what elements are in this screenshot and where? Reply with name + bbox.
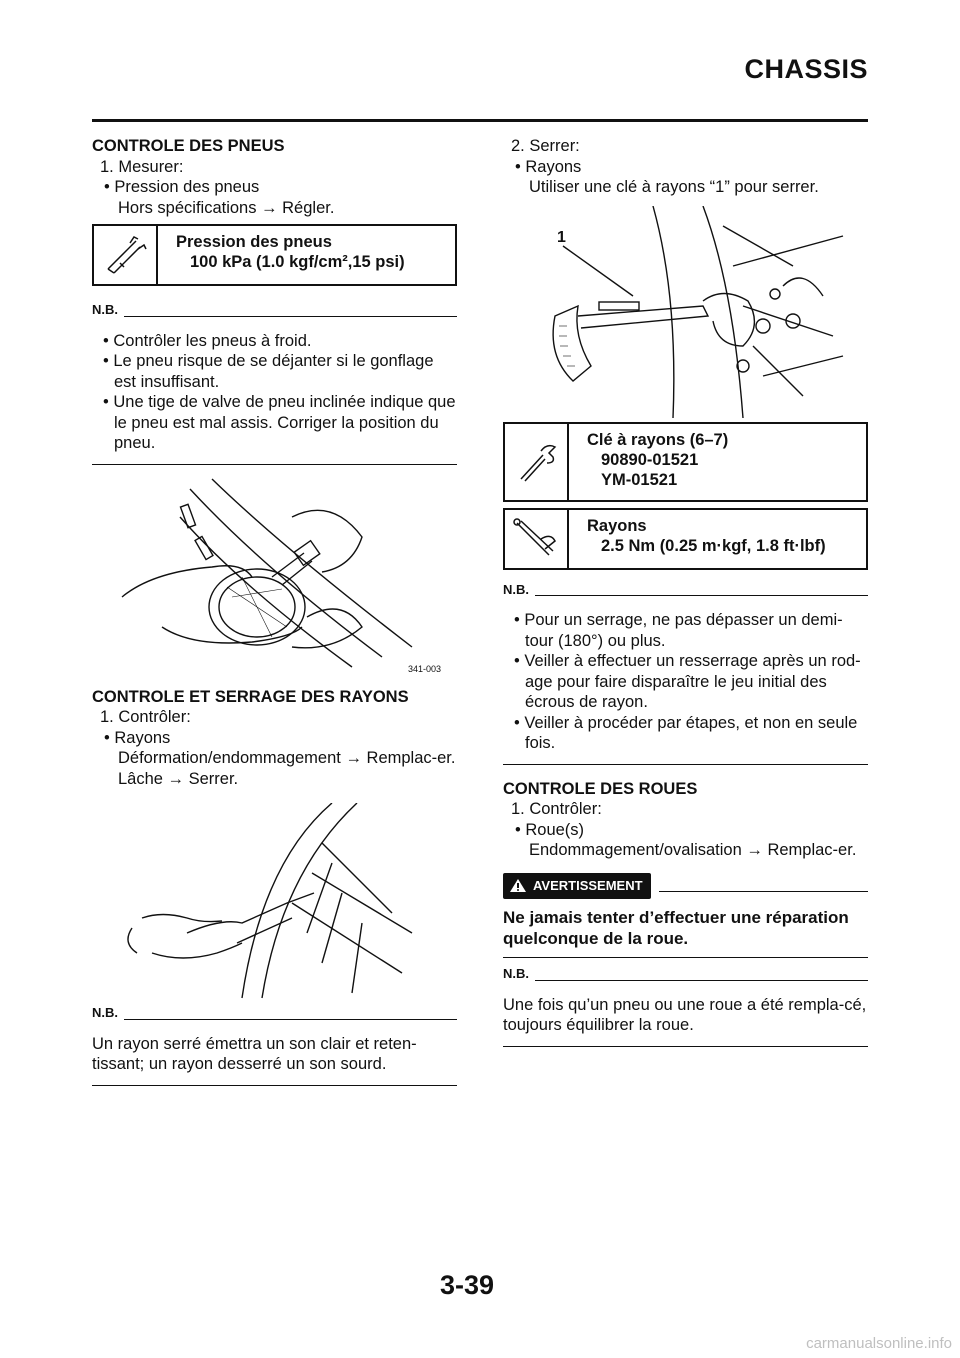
warning-end-rule <box>503 957 868 958</box>
item-spokes: • Rayons <box>104 728 171 747</box>
page-header-title: CHASSIS <box>744 54 868 84</box>
step-tighten: 2. Serrer: <box>511 137 580 155</box>
callout-1: 1 <box>557 228 566 246</box>
action-replace: Déformation/endommagement → Remplac-er. <box>118 749 456 767</box>
action-use-wrench: Utiliser une clé à rayons “1” pour serrer. <box>529 178 819 196</box>
torque-wrench-icon <box>505 510 569 568</box>
note-end-rule <box>92 464 457 465</box>
note-balance-wheel: Une fois qu’un pneu ou une roue a été rempla-cé, toujours équilibrer la roue. <box>503 995 867 1034</box>
right-column <box>503 136 868 1047</box>
spoke-wheel-illustration <box>92 803 457 1003</box>
figure-spoke-check <box>92 803 457 1003</box>
warning-label: AVERTISSEMENT <box>533 877 643 893</box>
nb-label: N.B. <box>503 966 529 981</box>
note-item: • Veiller à effectuer un resserrage après un rod-age pour faire disparaître le jeu initial des écrous de rayon. <box>514 652 861 711</box>
warning-heading <box>503 873 868 900</box>
spec-caliper-icon <box>94 226 158 284</box>
note-end-rule <box>92 1085 457 1086</box>
action-adjust: Hors spécifications → Régler. <box>118 198 335 217</box>
spec-torque-value: 2.5 Nm (0.25 m·kgf, 1.8 ft·lbf) <box>601 536 826 555</box>
section-title-tyres: CONTROLE DES PNEUS <box>92 137 285 155</box>
left-column <box>92 136 457 1086</box>
action-replace: Endommagement/ovalisation → Remplac-er. <box>529 841 857 859</box>
figure-spoke-wrench <box>503 206 868 418</box>
section-title-wheels: CONTROLE DES ROUES <box>503 779 698 798</box>
header-divider <box>92 119 868 122</box>
wrench-tool-icon <box>505 424 569 500</box>
nb-label: N.B. <box>503 581 529 597</box>
step-check: 1. Contrôler: <box>511 800 602 818</box>
nb-heading <box>92 1003 457 1024</box>
item-spokes: • Rayons <box>515 157 582 176</box>
nb-label: N.B. <box>92 302 118 317</box>
note-end-rule <box>503 764 868 765</box>
note-item: • Le pneu risque de se déjanter si le gonflage est insuffisant. <box>103 352 434 391</box>
spec-tool-part-number: 90890-01521 <box>601 450 699 469</box>
note-end-rule <box>503 1046 868 1047</box>
item-wheels: • Roue(s) <box>515 820 585 839</box>
note-item: • Veiller à procéder par étapes, et non en seule fois. <box>514 713 858 752</box>
note-item: • Une tige de valve de pneu inclinée indique que le pneu est mal assis. Corriger la position du pneu. <box>103 393 456 452</box>
figure-pressure-gauge <box>92 477 457 677</box>
item-tyre-pressure: • Pression des pneus <box>104 178 260 196</box>
spec-torque-label: Rayons <box>587 516 647 535</box>
note-spoke-sound: Un rayon serré émettra un son clair et reten-tissant; un rayon desserré un son sourd. <box>92 1034 417 1073</box>
note-item: • Pour un serrage, ne pas dépasser un demi-tour (180°) ou plus. <box>514 611 843 650</box>
spec-box-tyre-pressure <box>92 224 457 286</box>
figure-code: 341-003 <box>408 663 442 674</box>
nb-label: N.B. <box>92 1005 118 1020</box>
spec-tool-name: Clé à rayons (6–7) <box>587 430 729 449</box>
spec-tool-part-number-us: YM-01521 <box>601 470 678 489</box>
nb-heading <box>92 300 457 321</box>
warning-triangle-icon <box>509 878 527 893</box>
spec-tyre-pressure-label: Pression des pneus <box>176 233 332 251</box>
spec-tyre-pressure-value: 100 kPa (1.0 kgf/cm²,15 psi) <box>190 253 405 271</box>
action-tighten: Lâche → Serrer. <box>118 769 239 788</box>
warning-text: Ne jamais tenter d’effectuer une réparation quelconque de la roue. <box>503 908 849 948</box>
step-measure: 1. Mesurer: <box>100 157 184 176</box>
spec-box-spoke-wrench <box>503 422 868 502</box>
step-check: 1. Contrôler: <box>100 708 191 726</box>
nb-heading <box>503 964 868 985</box>
section-title-spokes: CONTROLE ET SERRAGE DES RAYONS <box>92 687 409 706</box>
pressure-gauge-illustration <box>92 477 457 677</box>
warning-badge <box>503 873 651 900</box>
note-item: • Contrôler les pneus à froid. <box>103 331 312 350</box>
watermark: carmanualsonline.info <box>806 1335 952 1352</box>
nb-heading <box>503 580 868 601</box>
spec-box-torque <box>503 508 868 570</box>
page-number: 3-39 <box>440 1270 495 1300</box>
